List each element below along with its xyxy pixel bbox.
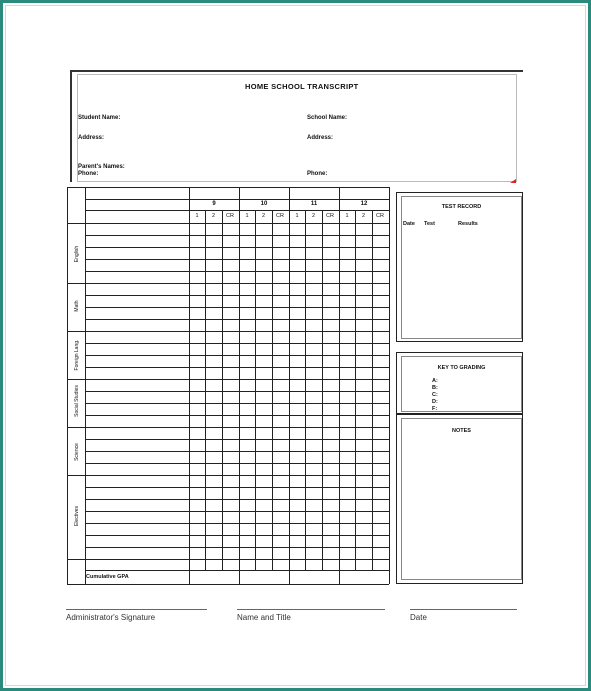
grid-row-line — [85, 463, 389, 464]
subject-group-divider — [67, 475, 389, 476]
grade-11-header: 11 — [310, 201, 318, 207]
sub-column-1: 1 — [195, 213, 199, 219]
grade-column-divider — [389, 187, 390, 584]
student-name-label: Student Name: — [78, 115, 121, 121]
notes-inner — [401, 418, 522, 580]
grid-row-line — [85, 403, 389, 404]
sub-column-cr: CR — [326, 213, 334, 219]
subject-group-divider — [67, 559, 389, 560]
test-col-test: Test — [424, 221, 435, 227]
sub-column-cr: CR — [376, 213, 384, 219]
sub-column-1: 1 — [245, 213, 249, 219]
sub-column-1: 1 — [345, 213, 349, 219]
subject-group-divider — [67, 283, 389, 284]
subject-foreign-lang: Foreign Lang. — [74, 339, 80, 371]
phone-label-left: Phone: — [78, 171, 99, 177]
phone-label-right: Phone: — [307, 171, 328, 177]
grid-row-line — [85, 415, 389, 416]
grid-row-line — [85, 451, 389, 452]
subject-english: English — [74, 245, 80, 263]
sub-column-divider — [205, 210, 206, 570]
test-col-date: Date — [403, 221, 415, 227]
grade-9-header: 9 — [212, 201, 216, 207]
grading-title: KEY TO GRADING — [437, 365, 486, 371]
sub-column-cr: CR — [276, 213, 284, 219]
subject-science: Science — [74, 443, 80, 461]
grade-d: D: — [432, 399, 438, 405]
grade-12-header: 12 — [360, 201, 368, 207]
grid-row-line — [85, 259, 389, 260]
grid-row-line — [85, 343, 389, 344]
grid-bottom-border — [67, 584, 389, 585]
grid-row-line — [85, 367, 389, 368]
admin-signature-label: Administrator's Signature — [66, 613, 156, 622]
parents-names-label: Parent's Names: — [78, 164, 125, 170]
subject-electives: Electives — [74, 506, 80, 527]
date-label: Date — [410, 613, 427, 622]
sub-column-2: 2 — [211, 213, 216, 219]
grid-row-line — [85, 523, 389, 524]
sub-column-divider — [272, 210, 273, 570]
address-label-left: Address: — [78, 135, 105, 141]
form-title: HOME SCHOOL TRANSCRIPT — [245, 82, 359, 91]
sub-column-1: 1 — [295, 213, 299, 219]
subject-group-divider — [67, 379, 389, 380]
grid-row-line — [85, 547, 389, 548]
sub-column-divider — [372, 210, 373, 570]
grid-row-line — [85, 535, 389, 536]
grid-row-line — [85, 271, 389, 272]
test-col-results: Results — [458, 221, 478, 227]
subject-group-divider — [67, 331, 389, 332]
sub-column-divider — [305, 210, 306, 570]
cumulative-top-line — [85, 570, 389, 571]
grid-row-line — [85, 319, 389, 320]
address-label-right: Address: — [307, 135, 334, 141]
subject-group-divider — [67, 223, 389, 224]
cumulative-gpa-label: Cumulative GPA — [86, 574, 129, 580]
sub-column-2: 2 — [361, 213, 366, 219]
sub-header-line — [85, 210, 389, 211]
grid-left-border — [67, 187, 68, 584]
test-record-title: TEST RECORD — [441, 204, 482, 210]
name-title-line — [237, 609, 385, 610]
grid-row-line — [85, 235, 389, 236]
grade-c: C: — [432, 392, 438, 398]
sub-column-cr: CR — [226, 213, 234, 219]
grade-f: F: — [432, 406, 438, 412]
grid-row-line — [85, 295, 389, 296]
admin-signature-line — [66, 609, 207, 610]
grade-a: A: — [432, 378, 438, 384]
grade-header-line — [85, 199, 389, 200]
sub-column-divider — [322, 210, 323, 570]
sub-column-divider — [355, 210, 356, 570]
grid-row-line — [85, 439, 389, 440]
sub-column-divider — [222, 210, 223, 570]
notes-title: NOTES — [452, 428, 471, 434]
grid-row-line — [85, 499, 389, 500]
subject-social-studies: Social Studies — [74, 385, 80, 417]
grade-b: B: — [432, 385, 438, 391]
grade-10-header: 10 — [260, 201, 268, 207]
sub-column-2: 2 — [311, 213, 316, 219]
grid-row-line — [85, 355, 389, 356]
grid-row-line — [85, 391, 389, 392]
sub-column-divider — [255, 210, 256, 570]
school-name-label: School Name: — [307, 115, 348, 121]
name-title-label: Name and Title — [237, 613, 291, 622]
sub-column-2: 2 — [261, 213, 266, 219]
grid-top-border — [67, 187, 389, 188]
grid-row-line — [85, 307, 389, 308]
grid-row-line — [85, 247, 389, 248]
subject-group-divider — [67, 427, 389, 428]
subject-math: Math — [74, 300, 80, 312]
grid-row-line — [85, 511, 389, 512]
test-record-inner — [401, 196, 522, 339]
date-line — [410, 609, 517, 610]
red-corner-mark — [510, 179, 516, 183]
grid-row-line — [85, 487, 389, 488]
